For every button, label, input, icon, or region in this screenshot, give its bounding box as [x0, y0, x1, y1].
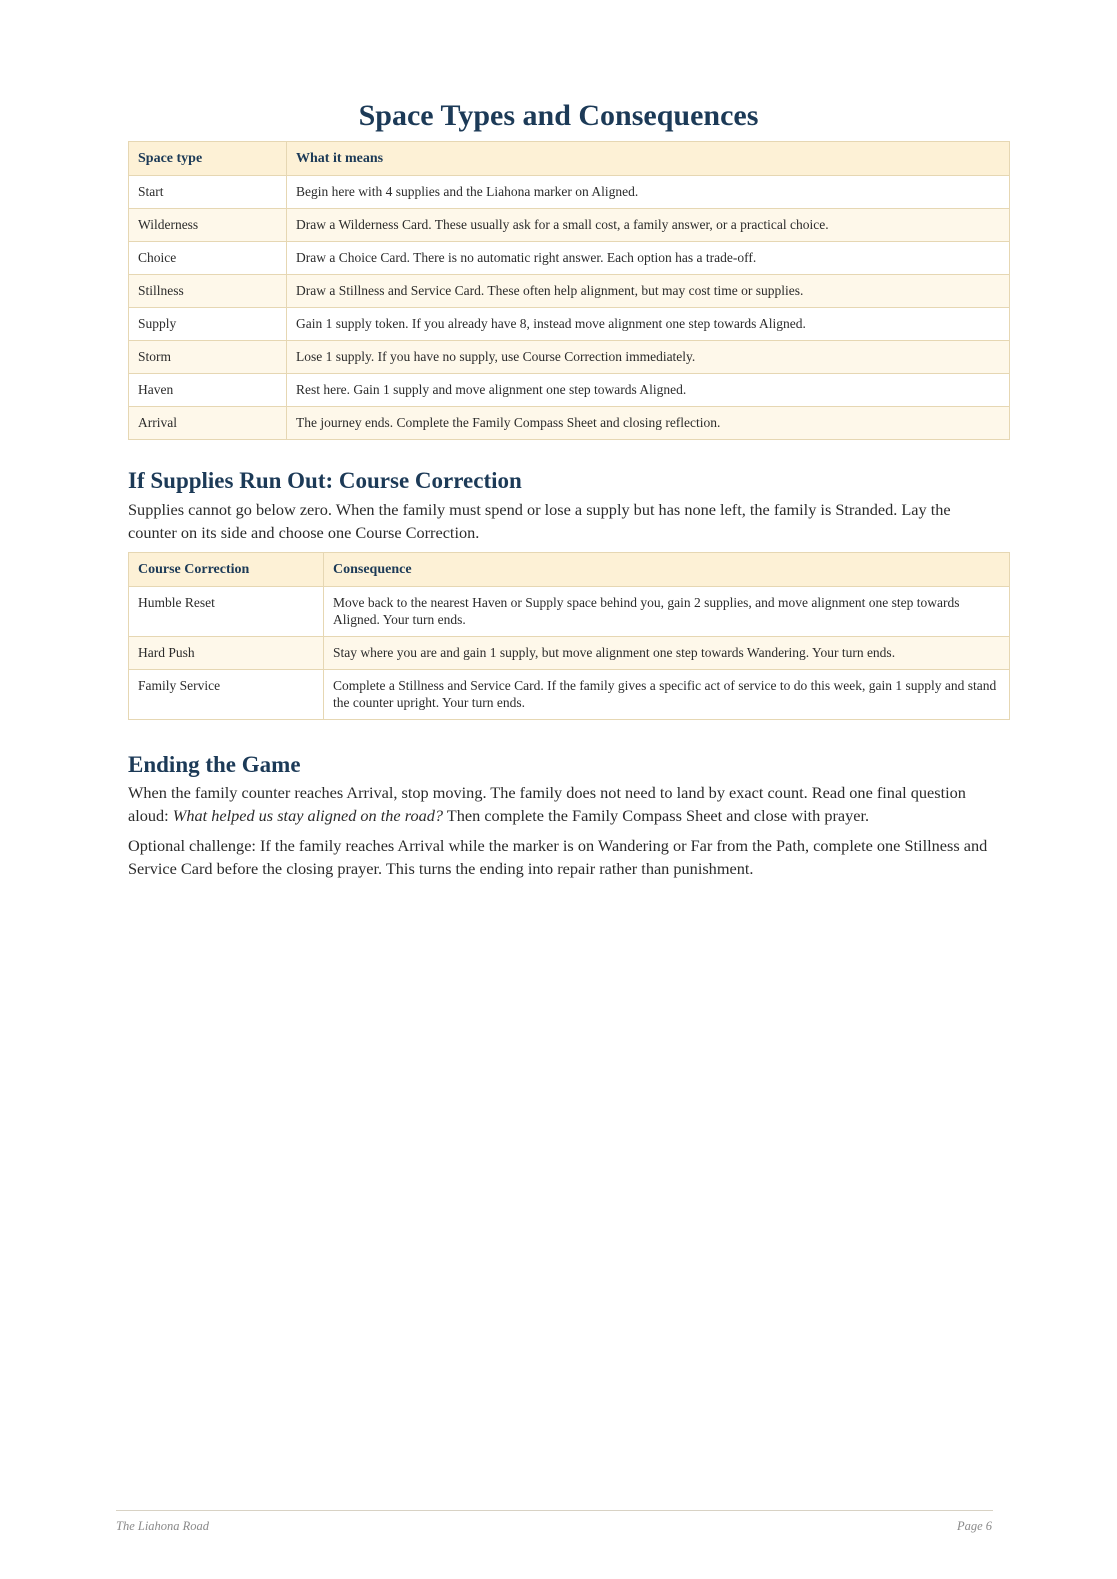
space-type-cell: Choice [129, 242, 287, 275]
table-row [129, 407, 1010, 440]
column-header: Space type [129, 142, 287, 176]
table-row [129, 587, 1010, 637]
ending-paragraph-1-text-end: Then complete the Family Compass Sheet and close with prayer. [443, 805, 870, 825]
meaning-cell: Rest here. Gain 1 supply and move alignment one step towards Aligned. [287, 374, 1010, 407]
meaning-cell: Lose 1 supply. If you have no supply, use Course Correction immediately. [287, 341, 1010, 374]
ending-paragraph-2: Optional challenge: If the family reaches Arrival while the marker is on Wandering or Far from the Path, complete one Stillness and Service Card before the closing prayer. This turns the ending into repair rather than punishment. [128, 836, 988, 878]
table-row [129, 374, 1010, 407]
meaning-cell: The journey ends. Complete the Family Compass Sheet and closing reflection. [287, 407, 1010, 440]
space-type-cell: Wilderness [129, 209, 287, 242]
space-type-cell: Stillness [129, 275, 287, 308]
space-type-cell: Haven [129, 374, 287, 407]
ending-paragraph-1-text: When the family counter reaches Arrival, stop moving. The family does not need to land by exact count. Read one final question aloud: [128, 783, 966, 825]
ending-paragraph-1 [128, 782, 988, 827]
supplies-section-paragraph: Supplies cannot go below zero. When the family must spend or lose a supply but has none left, the family is Stranded. Lay the counter on its side and choose one Course Correction. [128, 500, 951, 542]
consequence-cell: Stay where you are and gain 1 supply, but move alignment one step towards Wandering. Your turn ends. [324, 637, 1010, 670]
space-type-cell: Arrival [129, 407, 287, 440]
meaning-cell: Draw a Stillness and Service Card. These often help alignment, but may cost time or supplies. [287, 275, 1010, 308]
column-header: Consequence [324, 553, 1010, 587]
consequence-cell: Complete a Stillness and Service Card. If the family gives a specific act of service to do this week, gain 1 supply and stand the counter upright. Your turn ends. [324, 670, 1010, 720]
footer-document-title: The Liahona Road [116, 1519, 210, 1533]
table-row [129, 209, 1010, 242]
course-correction-table [128, 552, 1010, 720]
space-type-cell: Start [129, 176, 287, 209]
final-question: What helped us stay aligned on the road? [172, 805, 444, 825]
supplies-section-heading: If Supplies Run Out: Course Correction [128, 468, 522, 493]
column-header: Course Correction [129, 553, 324, 587]
correction-name-cell: Family Service [129, 670, 324, 720]
table-row [129, 308, 1010, 341]
correction-name-cell: Humble Reset [129, 587, 324, 637]
table-header-row [129, 553, 1010, 587]
footer-page-number: Page 6 [956, 1519, 992, 1533]
correction-name-cell: Hard Push [129, 637, 324, 670]
table-header-row [129, 142, 1010, 176]
space-types-table [128, 141, 1010, 440]
table-row [129, 341, 1010, 374]
column-header: What it means [287, 142, 1010, 176]
table-row [129, 242, 1010, 275]
meaning-cell: Gain 1 supply token. If you already have 8, instead move alignment one step towards Aligned. [287, 308, 1010, 341]
meaning-cell: Draw a Wilderness Card. These usually ask for a small cost, a family answer, or a practical choice. [287, 209, 1010, 242]
meaning-cell: Begin here with 4 supplies and the Liahona marker on Aligned. [287, 176, 1010, 209]
page-title: Space Types and Consequences [358, 99, 759, 132]
table-row [129, 275, 1010, 308]
space-type-cell: Supply [129, 308, 287, 341]
ending-section-heading: Ending the Game [128, 752, 301, 777]
footer-divider [116, 1510, 993, 1511]
meaning-cell: Draw a Choice Card. There is no automatic right answer. Each option has a trade-off. [287, 242, 1010, 275]
table-row [129, 176, 1010, 209]
table-row [129, 670, 1010, 720]
table-row [129, 637, 1010, 670]
space-type-cell: Storm [129, 341, 287, 374]
consequence-cell: Move back to the nearest Haven or Supply space behind you, gain 2 supplies, and move alignment one step towards Aligned. Your turn ends. [324, 587, 1010, 637]
